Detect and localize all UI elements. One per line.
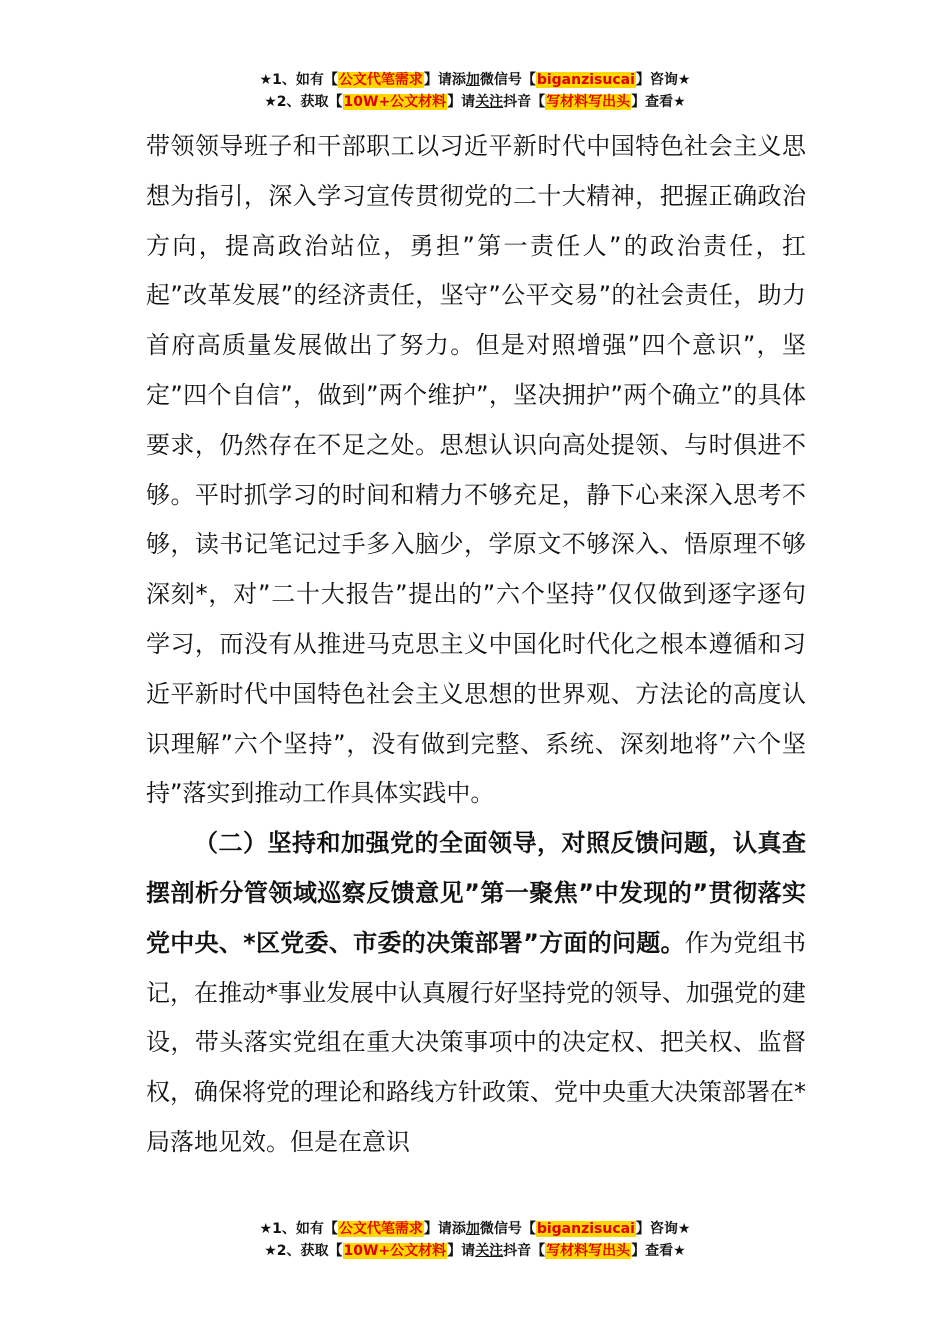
- banner-text: 加: [465, 72, 480, 88]
- banner-text: 】查看★: [631, 1243, 686, 1259]
- banner-text: ★1、如有【: [259, 72, 338, 88]
- wechat-id: biganzisucai: [536, 1221, 635, 1237]
- banner-text: 】查看★: [631, 94, 686, 110]
- section-heading: （二）坚持和加强党的全面领导，对照反馈问题，认真查摆剖析分管领域巡察反馈意见”第一聚焦”中发现的”贯彻落实党中央、*区党委、市委的决策部署”方面的问题。: [146, 829, 806, 957]
- banner-text: 加: [465, 1221, 480, 1237]
- banner-text: 】咨询★: [635, 72, 691, 88]
- footer-banner: [0, 1218, 950, 1262]
- highlight-label: 公文代笔需求: [338, 72, 423, 88]
- banner-text: 抖音【: [503, 1243, 546, 1259]
- banner-line-2: [0, 91, 950, 113]
- banner-text: ★2、获取【: [264, 1243, 343, 1259]
- douyin-account: 写材料写出头: [546, 94, 631, 110]
- banner-text: 微信号【: [479, 72, 536, 88]
- banner-text: 关注: [475, 94, 504, 110]
- banner-text: 关注: [475, 1243, 504, 1259]
- banner-line-2: [0, 1240, 950, 1262]
- banner-line-1: [0, 69, 950, 91]
- highlight-label: 公文代笔需求: [338, 1221, 423, 1237]
- highlight-label: 10W+公文材料: [343, 1243, 447, 1259]
- banner-text: 】请: [447, 1243, 476, 1259]
- paragraph-2: [146, 819, 806, 1168]
- banner-text: 微信号【: [479, 1221, 536, 1237]
- paragraph-1: 带领领导班子和干部职工以习近平新时代中国特色社会主义思想为指引，深入学习宣传贯彻党的二十大精神，把握正确政治方向，提高政治站位，勇担”第一责任人”的政治责任，扛起”改革发展”的经济责任，坚守”公平交易”的社会责任，助力首府高质量发展做出了努力。但是对照增强”四个意识”，坚定”四个自信”，做到”两个维护”，坚决拥护”两个确立”的具体要求，仍然存在不足之处。思想认识向高处提领、与时俱进不够。平时抓学习的时间和精力不够充足，静下心来深入思考不够，读书记笔记过手多入脑少，学原文不够深入、悟原理不够深刻*，对”二十大报告”提出的”六个坚持”仅仅做到逐字逐句学习，而没有从推进马克思主义中国化时代化之根本遵循和习近平新时代中国特色社会主义思想的世界观、方法论的高度认识理解”六个坚持”，没有做到完整、系统、深刻地将”六个坚持”落实到推动工作具体实践中。: [146, 132, 806, 808]
- douyin-account: 写材料写出头: [546, 1243, 631, 1259]
- wechat-id: biganzisucai: [536, 72, 635, 88]
- banner-text: 抖音【: [503, 94, 546, 110]
- banner-text: 】请添: [423, 1221, 466, 1237]
- header-banner: [0, 69, 950, 113]
- banner-text: 】咨询★: [635, 1221, 691, 1237]
- banner-text: 】请: [447, 94, 476, 110]
- highlight-label: 10W+公文材料: [343, 94, 447, 110]
- banner-text: ★1、如有【: [259, 1221, 338, 1237]
- banner-line-1: [0, 1218, 950, 1240]
- banner-text: ★2、获取【: [264, 94, 343, 110]
- paragraph-2-text: 作为党组书记，在推动*事业发展中认真履行好坚持党的领导、加强党的建设，带头落实党组在重大决策事项中的决定权、把关权、监督权，确保将党的理论和路线方针政策、党中央重大决策部署在*局落地见效。但是在意识: [146, 928, 806, 1156]
- document-body: [146, 122, 806, 1168]
- banner-text: 】请添: [423, 72, 466, 88]
